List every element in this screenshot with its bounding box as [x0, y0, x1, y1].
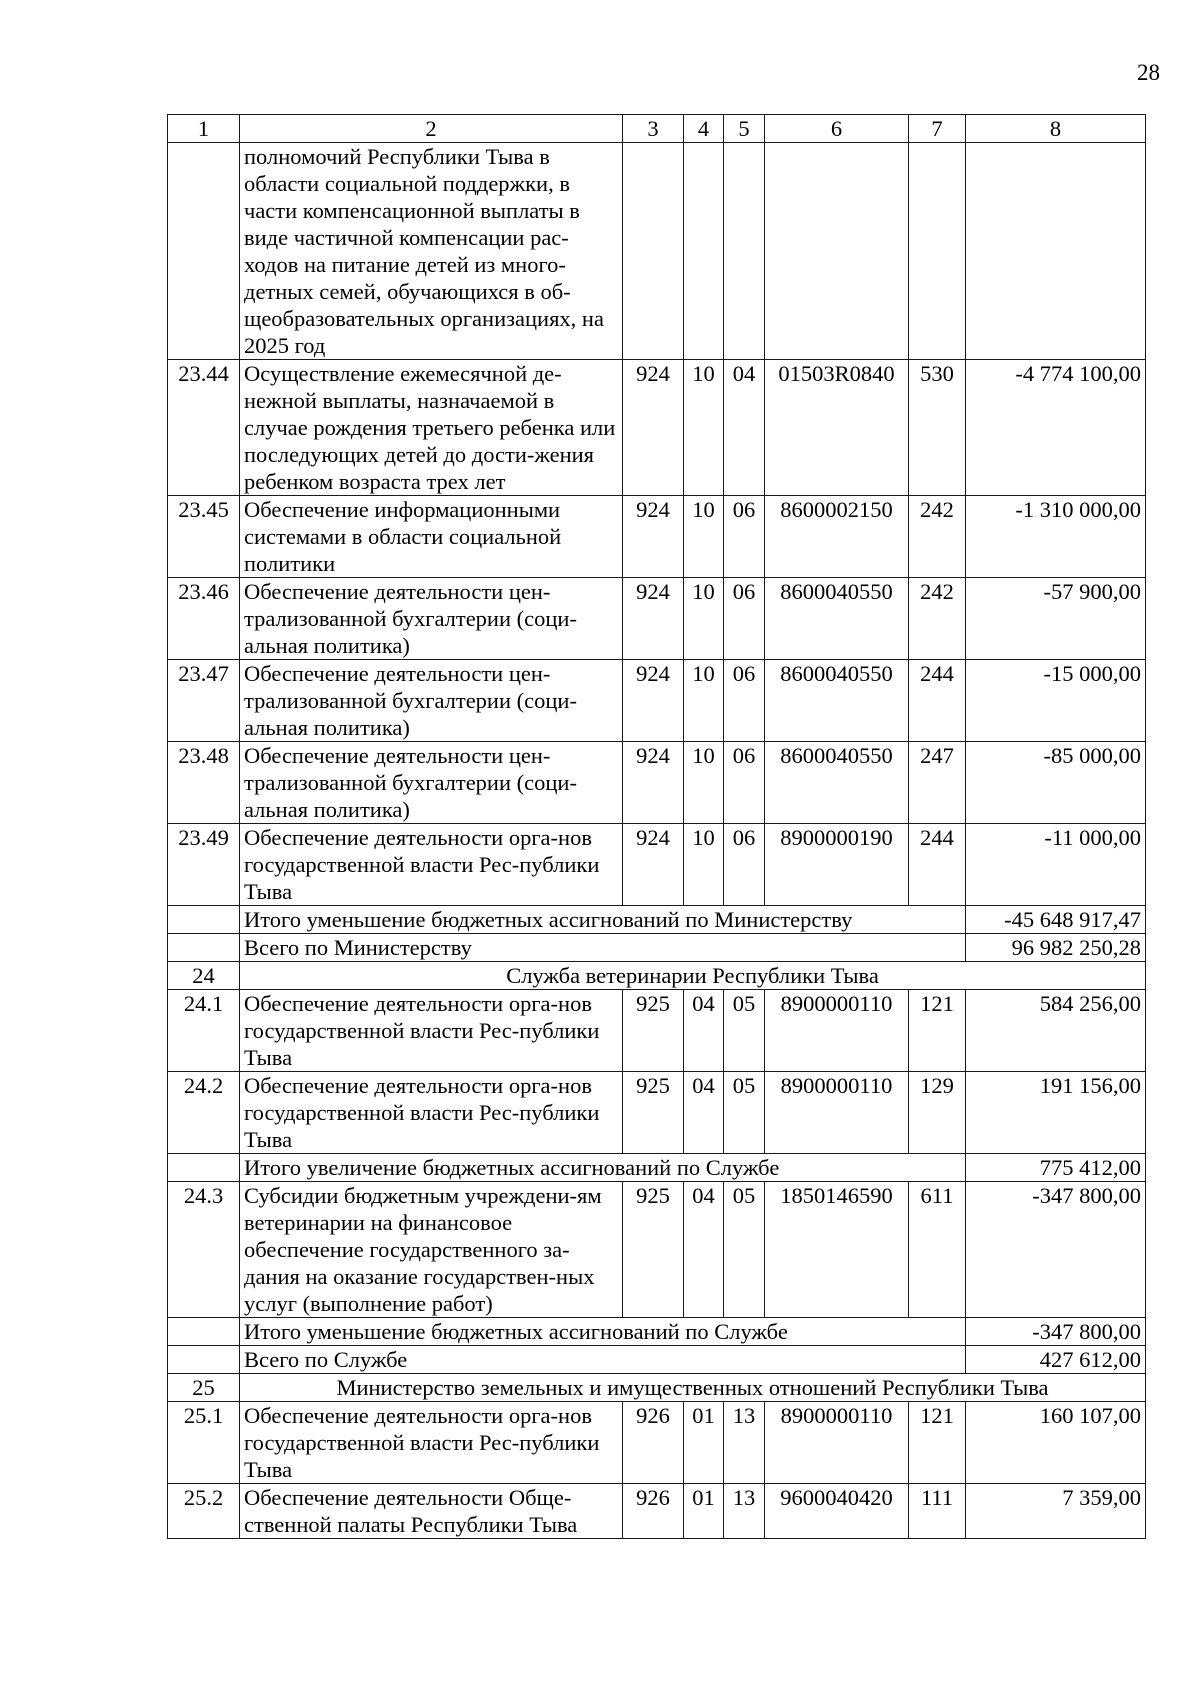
- expense-type-code: 611: [909, 1182, 966, 1318]
- table-row: [168, 990, 1146, 1072]
- row-description: Обеспечение деятельности цен-трализованной бухгалтерии (соци-альная политика): [240, 742, 623, 824]
- expense-type-code: 242: [909, 578, 966, 660]
- header-cell: 7: [909, 115, 966, 143]
- expense-type-code: 244: [909, 824, 966, 906]
- section-code: 10: [684, 496, 724, 578]
- row-number: 23.45: [168, 496, 240, 578]
- header-row: [168, 115, 1146, 143]
- row-description: Обеспечение деятельности орга-нов государственной власти Рес-публики Тыва: [240, 1072, 623, 1154]
- total-row: [168, 934, 1146, 962]
- subsection-code: 06: [724, 660, 765, 742]
- target-article-code: 8600040550: [765, 660, 909, 742]
- subsection-code: 13: [724, 1402, 765, 1484]
- row-number: [168, 934, 240, 962]
- row-number: 23.48: [168, 742, 240, 824]
- total-row: [168, 1346, 1146, 1374]
- section-code: 10: [684, 360, 724, 496]
- expense-type-code: 247: [909, 742, 966, 824]
- table-row: [168, 496, 1146, 578]
- amount: 191 156,00: [966, 1072, 1146, 1154]
- row-description: Обеспечение деятельности орга-нов государственной власти Рес-публики Тыва: [240, 1402, 623, 1484]
- section-title: Служба ветеринарии Республики Тыва: [240, 962, 1146, 990]
- total-label: Всего по Службе: [240, 1346, 966, 1374]
- row-description: Обеспечение деятельности цен-трализованной бухгалтерии (соци-альная политика): [240, 660, 623, 742]
- section-code: [684, 143, 724, 360]
- continuation-row: [168, 143, 1146, 360]
- header-cell: 4: [684, 115, 724, 143]
- target-article-code: 01503R0840: [765, 360, 909, 496]
- ministry-code: 924: [623, 824, 684, 906]
- expense-type-code: 121: [909, 1402, 966, 1484]
- section-code: 04: [684, 990, 724, 1072]
- header-cell: 2: [240, 115, 623, 143]
- subsection-code: 05: [724, 990, 765, 1072]
- amount: -11 000,00: [966, 824, 1146, 906]
- header-cell: 1: [168, 115, 240, 143]
- target-article-code: 8600040550: [765, 578, 909, 660]
- row-number: 23.49: [168, 824, 240, 906]
- section-code: 10: [684, 742, 724, 824]
- total-amount: -45 648 917,47: [966, 906, 1146, 934]
- subsection-code: 06: [724, 496, 765, 578]
- ministry-code: 925: [623, 1072, 684, 1154]
- expense-type-code: 111: [909, 1484, 966, 1539]
- row-number: 24.2: [168, 1072, 240, 1154]
- ministry-code: 926: [623, 1484, 684, 1539]
- budget-table: [167, 114, 1146, 1539]
- page-number: 28: [1137, 60, 1160, 85]
- table-row: [168, 1072, 1146, 1154]
- row-description: Обеспечение деятельности орга-нов государственной власти Рес-публики Тыва: [240, 824, 623, 906]
- total-amount: -347 800,00: [966, 1318, 1146, 1346]
- target-article-code: [765, 143, 909, 360]
- amount: 584 256,00: [966, 990, 1146, 1072]
- table-row: [168, 1182, 1146, 1318]
- amount: -15 000,00: [966, 660, 1146, 742]
- total-amount: 96 982 250,28: [966, 934, 1146, 962]
- section-number: 25: [168, 1374, 240, 1402]
- total-label: Итого уменьшение бюджетных ассигнований по Службе: [240, 1318, 966, 1346]
- table-row: [168, 578, 1146, 660]
- ministry-code: 924: [623, 660, 684, 742]
- expense-type-code: 129: [909, 1072, 966, 1154]
- section-code: 04: [684, 1182, 724, 1318]
- amount: -1 310 000,00: [966, 496, 1146, 578]
- expense-type-code: 244: [909, 660, 966, 742]
- section-header-row: [168, 962, 1146, 990]
- row-number: [168, 1346, 240, 1374]
- subsection-code: 05: [724, 1072, 765, 1154]
- header-cell: 3: [623, 115, 684, 143]
- row-number: [168, 143, 240, 360]
- subsection-code: 13: [724, 1484, 765, 1539]
- target-article-code: 8900000110: [765, 990, 909, 1072]
- section-code: 04: [684, 1072, 724, 1154]
- row-description: Обеспечение деятельности орга-нов государственной власти Рес-публики Тыва: [240, 990, 623, 1072]
- expense-type-code: [909, 143, 966, 360]
- total-row: [168, 1154, 1146, 1182]
- row-number: [168, 906, 240, 934]
- row-number: 25.1: [168, 1402, 240, 1484]
- ministry-code: [623, 143, 684, 360]
- target-article-code: 9600040420: [765, 1484, 909, 1539]
- total-amount: 427 612,00: [966, 1346, 1146, 1374]
- row-number: [168, 1318, 240, 1346]
- total-label: Итого уменьшение бюджетных ассигнований по Министерству: [240, 906, 966, 934]
- total-amount: 775 412,00: [966, 1154, 1146, 1182]
- table-row: [168, 824, 1146, 906]
- row-number: 25.2: [168, 1484, 240, 1539]
- table-row: [168, 1402, 1146, 1484]
- ministry-code: 924: [623, 578, 684, 660]
- amount: -4 774 100,00: [966, 360, 1146, 496]
- target-article-code: 8600002150: [765, 496, 909, 578]
- row-number: 23.47: [168, 660, 240, 742]
- target-article-code: 8900000190: [765, 824, 909, 906]
- target-article-code: 8900000110: [765, 1402, 909, 1484]
- ministry-code: 924: [623, 742, 684, 824]
- row-description: Обеспечение деятельности цен-трализованной бухгалтерии (соци-альная политика): [240, 578, 623, 660]
- amount: -85 000,00: [966, 742, 1146, 824]
- row-number: 24.1: [168, 990, 240, 1072]
- row-description: полномочий Республики Тыва в области социальной поддержки, в части компенсационной выплаты в виде частичной компенсации рас-ходов на питание детей из много-детных семей, обучающихся в об-щеобразовательных организациях, на 2025 год: [240, 143, 623, 360]
- amount: [966, 143, 1146, 360]
- subsection-code: 06: [724, 742, 765, 824]
- section-title: Министерство земельных и имущественных отношений Республики Тыва: [240, 1374, 1146, 1402]
- subsection-code: 04: [724, 360, 765, 496]
- section-code: 10: [684, 578, 724, 660]
- expense-type-code: 242: [909, 496, 966, 578]
- table-row: [168, 660, 1146, 742]
- subsection-code: 06: [724, 824, 765, 906]
- amount: 7 359,00: [966, 1484, 1146, 1539]
- row-description: Обеспечение деятельности Обще-ственной палаты Республики Тыва: [240, 1484, 623, 1539]
- expense-type-code: 530: [909, 360, 966, 496]
- total-row: [168, 1318, 1146, 1346]
- expense-type-code: 121: [909, 990, 966, 1072]
- amount: -57 900,00: [966, 578, 1146, 660]
- ministry-code: 924: [623, 360, 684, 496]
- total-label: Итого увеличение бюджетных ассигнований по Службе: [240, 1154, 966, 1182]
- table-row: [168, 360, 1146, 496]
- header-cell: 5: [724, 115, 765, 143]
- row-number: 24.3: [168, 1182, 240, 1318]
- row-description: Обеспечение информационными системами в области социальной политики: [240, 496, 623, 578]
- section-number: 24: [168, 962, 240, 990]
- row-description: Осуществление ежемесячной де-нежной выплаты, назначаемой в случае рождения третьего ребенка или последующих детей до дости-жения ребенком возраста трех лет: [240, 360, 623, 496]
- section-header-row: [168, 1374, 1146, 1402]
- row-number: 23.46: [168, 578, 240, 660]
- ministry-code: 925: [623, 1182, 684, 1318]
- ministry-code: 926: [623, 1402, 684, 1484]
- ministry-code: 925: [623, 990, 684, 1072]
- target-article-code: 8600040550: [765, 742, 909, 824]
- table-row: [168, 742, 1146, 824]
- amount: -347 800,00: [966, 1182, 1146, 1318]
- ministry-code: 924: [623, 496, 684, 578]
- row-description: Субсидии бюджетным учреждени-ям ветеринарии на финансовое обеспечение государственного за-дания на оказание государствен-ных услуг (выполнение работ): [240, 1182, 623, 1318]
- amount: 160 107,00: [966, 1402, 1146, 1484]
- table-row: [168, 1484, 1146, 1539]
- subsection-code: 05: [724, 1182, 765, 1318]
- row-number: 23.44: [168, 360, 240, 496]
- section-code: 10: [684, 824, 724, 906]
- header-cell: 6: [765, 115, 909, 143]
- header-cell: 8: [966, 115, 1146, 143]
- subsection-code: [724, 143, 765, 360]
- section-code: 01: [684, 1484, 724, 1539]
- section-code: 01: [684, 1402, 724, 1484]
- total-label: Всего по Министерству: [240, 934, 966, 962]
- section-code: 10: [684, 660, 724, 742]
- target-article-code: 8900000110: [765, 1072, 909, 1154]
- target-article-code: 1850146590: [765, 1182, 909, 1318]
- subsection-code: 06: [724, 578, 765, 660]
- total-row: [168, 906, 1146, 934]
- row-number: [168, 1154, 240, 1182]
